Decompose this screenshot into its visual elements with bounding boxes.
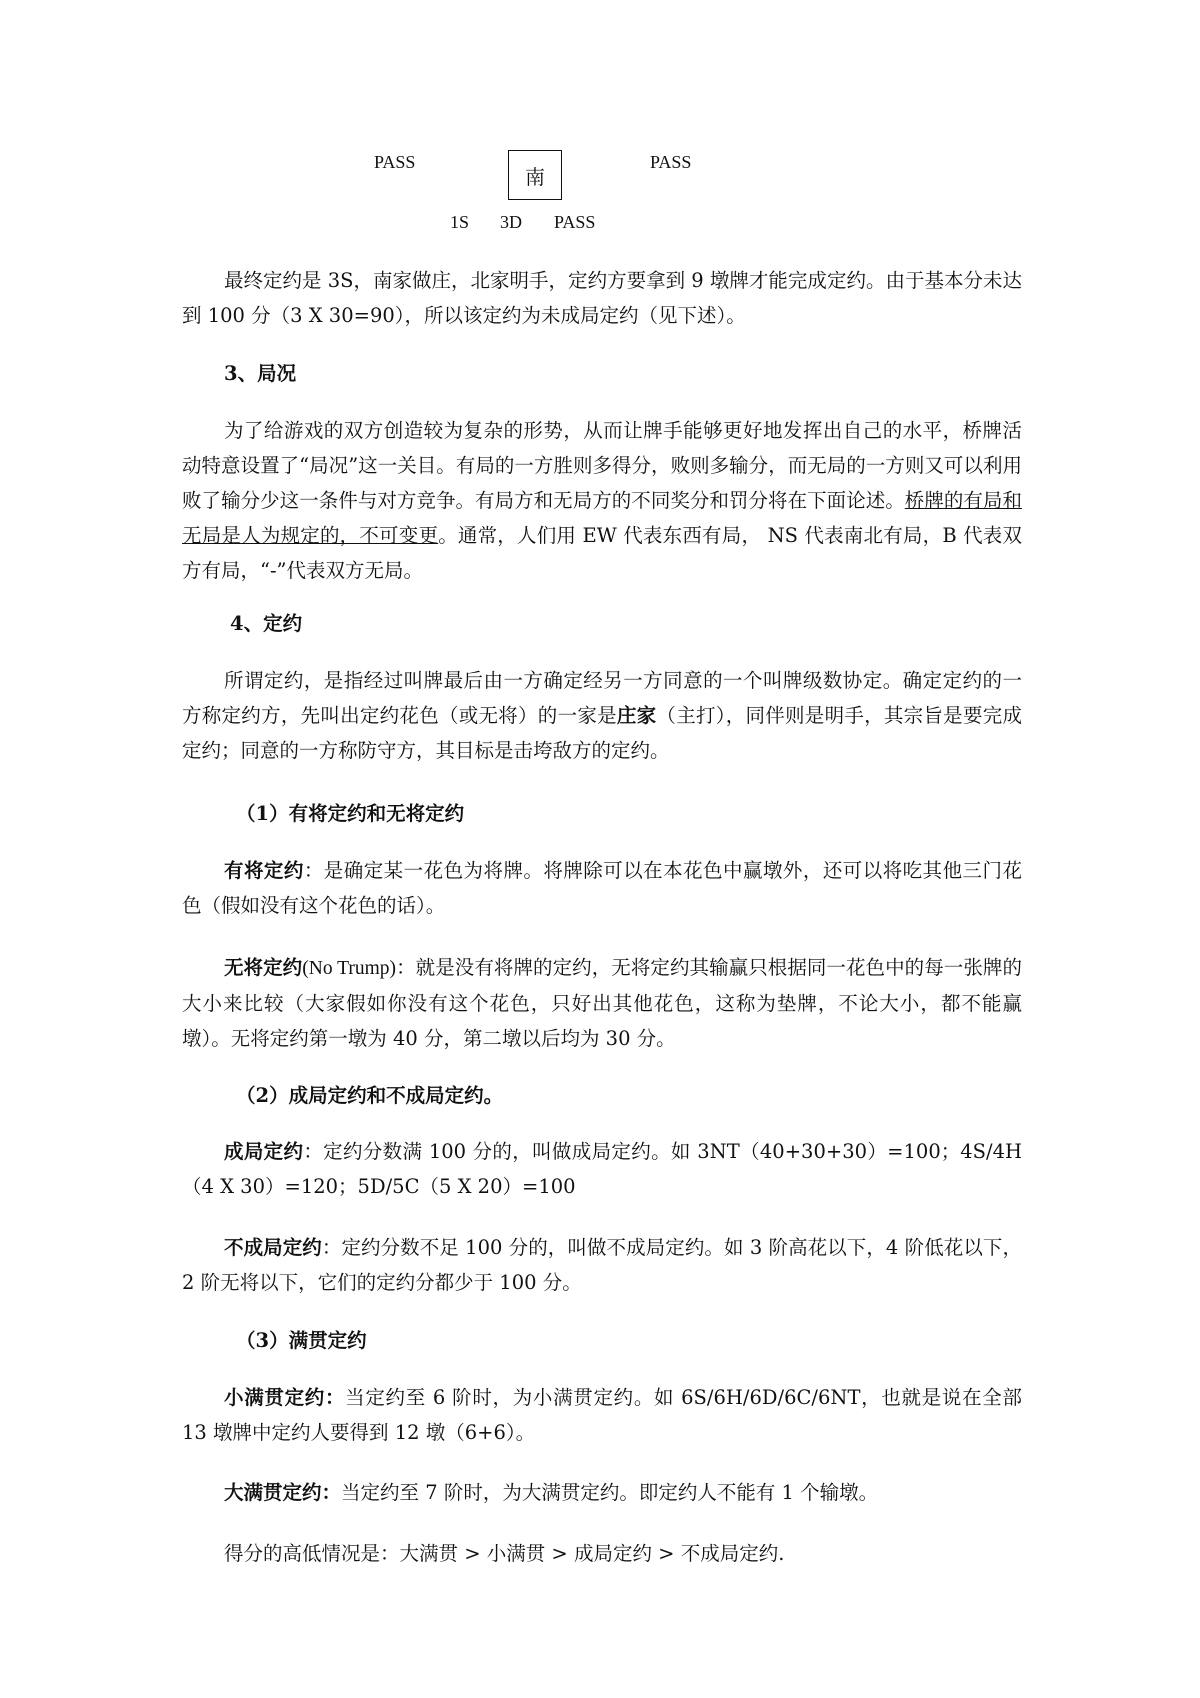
grand-slam-text: 当定约至 7 阶时，为大满贯定约。即定约人不能有 1 个输墩。 bbox=[341, 1481, 879, 1504]
bid-seq-2: 3D bbox=[500, 212, 522, 232]
partscore-contract-text: ：定约分数不足 100 分的，叫做不成局定约。如 3 阶高花以下，4 阶低花以下，2 阶无将以下，它们的定约分都少于 100 分。 bbox=[182, 1236, 1022, 1294]
paragraph-final-contract: 最终定约是 3S，南家做庄，北家明手，定约方要拿到 9 墩牌才能完成定约。由于基本分未达到 100 分（3 X 30=90），所以该定约为未成局定约（见下述）。 bbox=[182, 269, 1022, 327]
trump-contract-text: ：是确定某一花色为将牌。将牌除可以在本花色中赢墩外，还可以将吃其他三门花色（假如没有这个花色的话）。 bbox=[182, 859, 1022, 917]
south-seat-label: 南 bbox=[525, 164, 545, 189]
grand-slam-term: 大满贯定约： bbox=[224, 1481, 342, 1504]
vulnerability-rule-underlined: 桥牌的有局和无局是人为规定的，不可变更 bbox=[182, 489, 1022, 547]
paragraph-contract-text-b: （主打），同伴则是明手，其宗旨是要完成定约；同意的一方称防守方，其目标是击垮敌方的定约。 bbox=[182, 704, 1022, 762]
notrump-contract-term: 无将定约 bbox=[224, 956, 303, 979]
bid-seq-1: 1S bbox=[450, 212, 470, 232]
paragraph-contract-text-a: 所谓定约，是指经过叫牌最后由一方确定经另一方同意的一个叫牌级数协定。确定定约的一方称定约方，先叫出定约花色（或无将）的一家是 bbox=[182, 669, 1022, 727]
paragraph-grand-slam bbox=[182, 1475, 1022, 1510]
paragraph-small-slam bbox=[182, 1380, 1022, 1450]
bid-seq-3: PASS bbox=[554, 212, 596, 232]
trump-contract-term: 有将定约 bbox=[224, 859, 304, 882]
paragraph-game-contract bbox=[182, 1134, 1022, 1204]
notrump-contract-term-english: (No Trump) bbox=[302, 958, 397, 979]
paragraph-trump-contract bbox=[182, 853, 1022, 923]
bid-east-pass: PASS bbox=[650, 152, 692, 172]
paragraph-vulnerability bbox=[182, 413, 1022, 588]
heading-vulnerability: 3、局况 bbox=[224, 362, 297, 385]
south-seat-box bbox=[508, 150, 562, 200]
bid-west-pass: PASS bbox=[374, 152, 416, 172]
paragraph-notrump-contract bbox=[182, 950, 1022, 1056]
game-contract-text: ：定约分数满 100 分的，叫做成局定约。如 3NT（40+30+30）=100；4S/4H（4 X 30）=120；5D/5C（5 X 20）=100 bbox=[182, 1140, 1022, 1198]
paragraph-contract-definition bbox=[182, 663, 1022, 768]
small-slam-term: 小满贯定约： bbox=[224, 1386, 346, 1409]
heading-game-contract: （2）成局定约和不成局定约。 bbox=[236, 1084, 504, 1107]
paragraph-vulnerability-text-a: 为了给游戏的双方创造较为复杂的形势，从而让牌手能够更好地发挥出自己的水平，桥牌活动特意设置了“局况”这一关目。有局的一方胜则多得分，败则多输分，而无局的一方则又可以利用败了输分少这一条件与对方竞争。有局方和无局方的不同奖分和罚分将在下面论述。 bbox=[182, 419, 1022, 512]
heading-slam-contract: （3）满贯定约 bbox=[236, 1329, 367, 1352]
game-contract-term: 成局定约 bbox=[224, 1140, 304, 1163]
declarer-term: 庄家 bbox=[616, 704, 657, 727]
heading-contract: 4、定约 bbox=[230, 612, 303, 635]
small-slam-text: 当定约至 6 阶时，为小满贯定约。如 6S/6H/6D/6C/6NT，也就是说在全部 13 墩牌中定约人要得到 12 墩（6+6）。 bbox=[182, 1386, 1022, 1444]
notrump-contract-text: ：就是没有将牌的定约，无将定约其输赢只根据同一花色中的每一张牌的大小来比较（大家假如你没有这个花色，只好出其他花色，这称为垫牌，不论大小，都不能赢墩）。无将定约第一墩为 40 分，第二墩以后均为 30 分。 bbox=[182, 956, 1022, 1050]
heading-trump-notrump: （1）有将定约和无将定约 bbox=[236, 802, 465, 825]
paragraph-partscore-contract bbox=[182, 1230, 1022, 1300]
paragraph-score-ranking: 得分的高低情况是：大满贯 > 小满贯 > 成局定约 > 不成局定约. bbox=[224, 1542, 785, 1565]
paragraph-vulnerability-text-b: 。通常，人们用 EW 代表东西有局， NS 代表南北有局，B 代表双方有局，“-”代表双方无局。 bbox=[182, 524, 1022, 582]
partscore-contract-term: 不成局定约 bbox=[224, 1236, 322, 1259]
